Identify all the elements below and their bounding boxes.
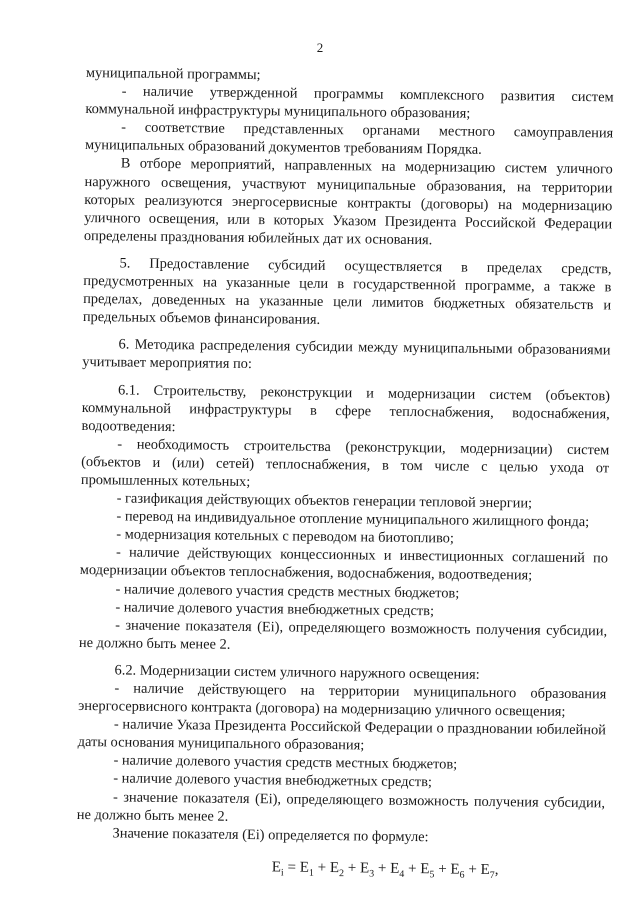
paragraph: - значение показателя (Ei), определяющего возможность получения субсидии, не должно быть менее 2. — [78, 617, 608, 653]
paragraph: Значение показателя (Ei) определяется по формуле: — [112, 825, 429, 845]
formula-term: E — [390, 860, 400, 877]
paragraph: - наличие долевого участия средств местных бюджетов; — [115, 580, 460, 602]
paragraph: муниципальной программы; — [85, 64, 261, 84]
formula-lhs-sub: i — [280, 867, 284, 879]
paragraph: - наличие утвержденной программы комплексного развития систем коммунальной инфраструктуры муниципального образования; — [85, 83, 614, 122]
document-body — [76, 64, 614, 886]
formula-operator: + — [464, 861, 481, 878]
paragraph: 6.1. Строительству, реконструкции и модернизации систем (объектов) коммунальной инфраструктуры в сфере теплоснабжения, водоснабжения, водоотведения: — [81, 381, 611, 435]
formula-operator: + — [434, 861, 451, 878]
formula-operator: + — [343, 860, 361, 877]
formula-operator: + — [313, 859, 331, 876]
formula-lhs: E — [271, 859, 282, 876]
formula-term: E — [359, 860, 370, 877]
formula — [76, 856, 604, 887]
paragraph: 6.2. Модернизации систем уличного наружного освещения: — [114, 662, 480, 683]
formula-term: E — [420, 860, 430, 878]
formula-operator: + — [374, 860, 391, 877]
paragraph: В отборе мероприятий, направленных на модернизацию систем уличного наружного освещения, участвуют муниципальные образования, на территории которых реализуются энергосервисные контракты (договоры) на модернизацию уличного освещения, или в которых Указом Президента Российской Федерации определены празднования юбилейных дат их основания. — [83, 155, 613, 249]
formula-term: E — [450, 861, 460, 878]
paragraph: - необходимость строительства (реконструкции, модернизации) систем (объектов и (или) сетей) теплоснабжения, в том числе с целью ухода от промышленных котельных; — [80, 436, 610, 491]
paragraph: - газификация действующих объектов генерации тепловой энергии; — [116, 490, 533, 512]
paragraph: - наличие действующих концессионных и инвестиционных соглашений по модернизации объектов теплоснабжения, водоснабжения, водоотведения; — [79, 544, 609, 584]
formula-term-sub: 2 — [338, 867, 345, 880]
formula-term-sub: 7 — [489, 869, 495, 881]
page-number: 2 — [316, 40, 324, 55]
formula-term: E — [329, 859, 340, 876]
paragraph: - наличие долевого участия внебюджетных средств; — [115, 599, 435, 619]
paragraph: 6. Методика распределения субсидии между муниципальными образованиями учитывает мероприятия по: — [82, 336, 611, 373]
formula-operator: , — [494, 861, 499, 878]
formula-term-sub: 1 — [308, 867, 314, 879]
formula-term: E — [480, 861, 490, 878]
paragraph: 5. Предоставление субсидий осуществляется в пределах средств, предусмотренных на указанные цели в государственной программе, а также в пределах, доведенных на указанные цели лимитов бюджетных обязательств и предельных объемов финансирования. — [82, 255, 612, 329]
paragraph: - наличие долевого участия внебюджетных средств; — [113, 770, 433, 791]
paragraph: - соответствие представленных органами местного самоуправления муниципальных образований документов требованиям Порядка. — [84, 119, 614, 159]
formula-equals: = — [283, 859, 300, 876]
formula-term-sub: 4 — [399, 868, 405, 880]
formula-term-sub: 3 — [369, 868, 375, 880]
formula-term-sub: 6 — [459, 869, 465, 881]
formula-term-sub: 5 — [429, 869, 435, 881]
paragraph: - наличие действующего на территории муниципального образования энергосервисного контракта (договора) на модернизацию уличного освещения; — [78, 680, 607, 720]
formula-term: E — [299, 859, 310, 876]
paragraph: - модернизация котельных с переводом на биотопливо; — [116, 526, 455, 547]
formula-operator: + — [404, 860, 421, 877]
paragraph: - наличие долевого участия средств местных бюджетов; — [113, 752, 458, 773]
paragraph: - значение показателя (Ei), определяющего возможность получения субсидии, не должно быть менее 2. — [76, 788, 606, 825]
paragraph: - наличие Указа Президента Российской Федерации о праздновании юбилейной даты основания муниципального образования; — [77, 716, 606, 754]
paragraph: - перевод на индивидуальное отопление муниципального жилищного фонда; — [116, 508, 590, 531]
